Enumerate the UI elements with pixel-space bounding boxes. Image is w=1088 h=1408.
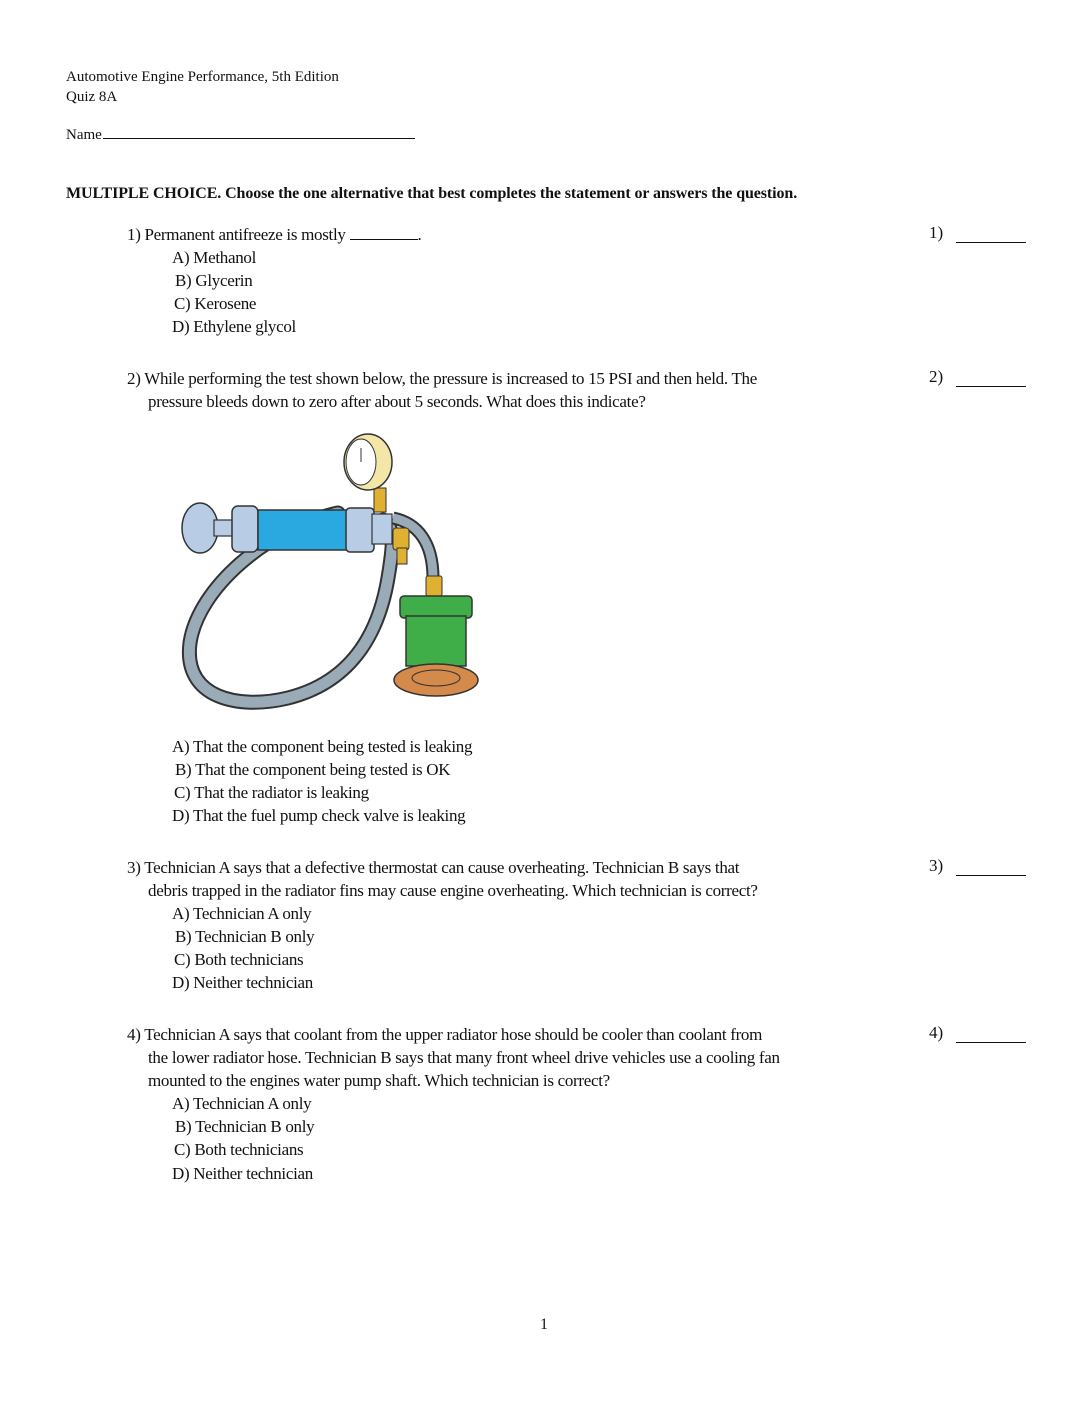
- course-title: Automotive Engine Performance, 5th Edition: [66, 69, 339, 85]
- option-letter: B): [175, 271, 192, 290]
- option-letter: C): [174, 294, 191, 313]
- option-a[interactable]: [172, 902, 311, 925]
- question-text-line-2: the lower radiator hose. Technician B says that many front wheel drive vehicles use a cooling fan: [148, 1048, 780, 1067]
- answer-blank[interactable]: [956, 1026, 1026, 1043]
- page-number: 1: [540, 1316, 548, 1333]
- option-letter: A): [172, 904, 190, 923]
- option-letter: D): [172, 973, 190, 992]
- option-d[interactable]: [172, 315, 296, 338]
- option-text: That the component being tested is leaking: [193, 737, 473, 756]
- option-c[interactable]: [174, 292, 256, 315]
- option-text: Neither technician: [193, 1164, 313, 1183]
- pressure-tester-illustration: [178, 428, 488, 713]
- option-a[interactable]: [172, 246, 256, 269]
- option-text: Methanol: [193, 248, 257, 267]
- answer-label: 2): [929, 367, 944, 386]
- option-text: Technician A only: [193, 904, 312, 923]
- option-d[interactable]: [172, 804, 465, 827]
- option-letter: A): [172, 1094, 190, 1113]
- option-b[interactable]: [175, 1115, 314, 1138]
- question-text-line-1: [127, 1023, 762, 1046]
- name-field[interactable]: [66, 125, 415, 145]
- option-text: Both technicians: [194, 950, 304, 969]
- option-b[interactable]: [175, 758, 450, 781]
- option-letter: D): [172, 1164, 190, 1183]
- option-text: That the radiator is leaking: [194, 783, 369, 802]
- question-text-line: While performing the test shown below, the pressure is increased to 15 PSI and then held. The: [144, 369, 757, 388]
- option-letter: B): [175, 760, 192, 779]
- option-b[interactable]: [175, 269, 252, 292]
- question-number: 3): [127, 858, 141, 877]
- option-letter: B): [175, 927, 192, 946]
- option-text: That the fuel pump check valve is leaking: [193, 806, 466, 825]
- answer-blank[interactable]: [956, 226, 1026, 243]
- option-a[interactable]: [172, 1092, 311, 1115]
- question-text-line: Technician A says that coolant from the upper radiator hose should be cooler than coolant from: [144, 1025, 763, 1044]
- instructions: MULTIPLE CHOICE. Choose the one alternative that best completes the statement or answers the question.: [66, 185, 798, 202]
- question-number: 2): [127, 369, 141, 388]
- option-text: Technician B only: [195, 1117, 315, 1136]
- option-text: That the component being tested is OK: [195, 760, 451, 779]
- option-letter: D): [172, 806, 190, 825]
- answer-label: 3): [929, 856, 944, 875]
- option-letter: D): [172, 317, 190, 336]
- option-text: Kerosene: [194, 294, 257, 313]
- answer-label: 1): [929, 223, 944, 242]
- question-text-line-1: [127, 367, 757, 390]
- option-letter: C): [174, 1140, 191, 1159]
- question-text-line-2: pressure bleeds down to zero after about 5 seconds. What does this indicate?: [148, 392, 646, 411]
- option-letter: C): [174, 783, 191, 802]
- name-label: Name: [66, 127, 102, 143]
- question-text-end: .: [417, 225, 422, 244]
- question-number: 4): [127, 1025, 141, 1044]
- fill-in-blank: [350, 226, 418, 240]
- option-letter: B): [175, 1117, 192, 1136]
- option-letter: C): [174, 950, 191, 969]
- question-text-line-2: debris trapped in the radiator fins may cause engine overheating. Which technician is correct?: [148, 881, 758, 900]
- name-input-line[interactable]: [103, 125, 415, 139]
- option-letter: A): [172, 737, 190, 756]
- question-text: [127, 223, 422, 246]
- question-text-line: Technician A says that a defective thermostat can cause overheating. Technician B says that: [144, 858, 740, 877]
- question-text-line-3: mounted to the engines water pump shaft. Which technician is correct?: [148, 1071, 610, 1090]
- option-a[interactable]: [172, 735, 472, 758]
- option-letter: A): [172, 248, 190, 267]
- option-c[interactable]: [174, 1138, 303, 1161]
- option-d[interactable]: [172, 971, 313, 994]
- option-text: Technician B only: [195, 927, 315, 946]
- answer-blank[interactable]: [956, 859, 1026, 876]
- option-c[interactable]: [174, 781, 369, 804]
- question-number: 1): [127, 225, 141, 244]
- option-text: Ethylene glycol: [193, 317, 296, 336]
- answer-label: 4): [929, 1023, 944, 1042]
- question-text-line-1: [127, 856, 739, 879]
- option-text: Glycerin: [195, 271, 253, 290]
- quiz-title: Quiz 8A: [66, 89, 118, 105]
- option-text: Neither technician: [193, 973, 313, 992]
- option-text: Technician A only: [193, 1094, 312, 1113]
- option-c[interactable]: [174, 948, 303, 971]
- option-text: Both technicians: [194, 1140, 304, 1159]
- question-text-line: Permanent antifreeze is mostly: [144, 225, 346, 244]
- option-b[interactable]: [175, 925, 314, 948]
- answer-blank[interactable]: [956, 370, 1026, 387]
- option-d[interactable]: [172, 1162, 313, 1185]
